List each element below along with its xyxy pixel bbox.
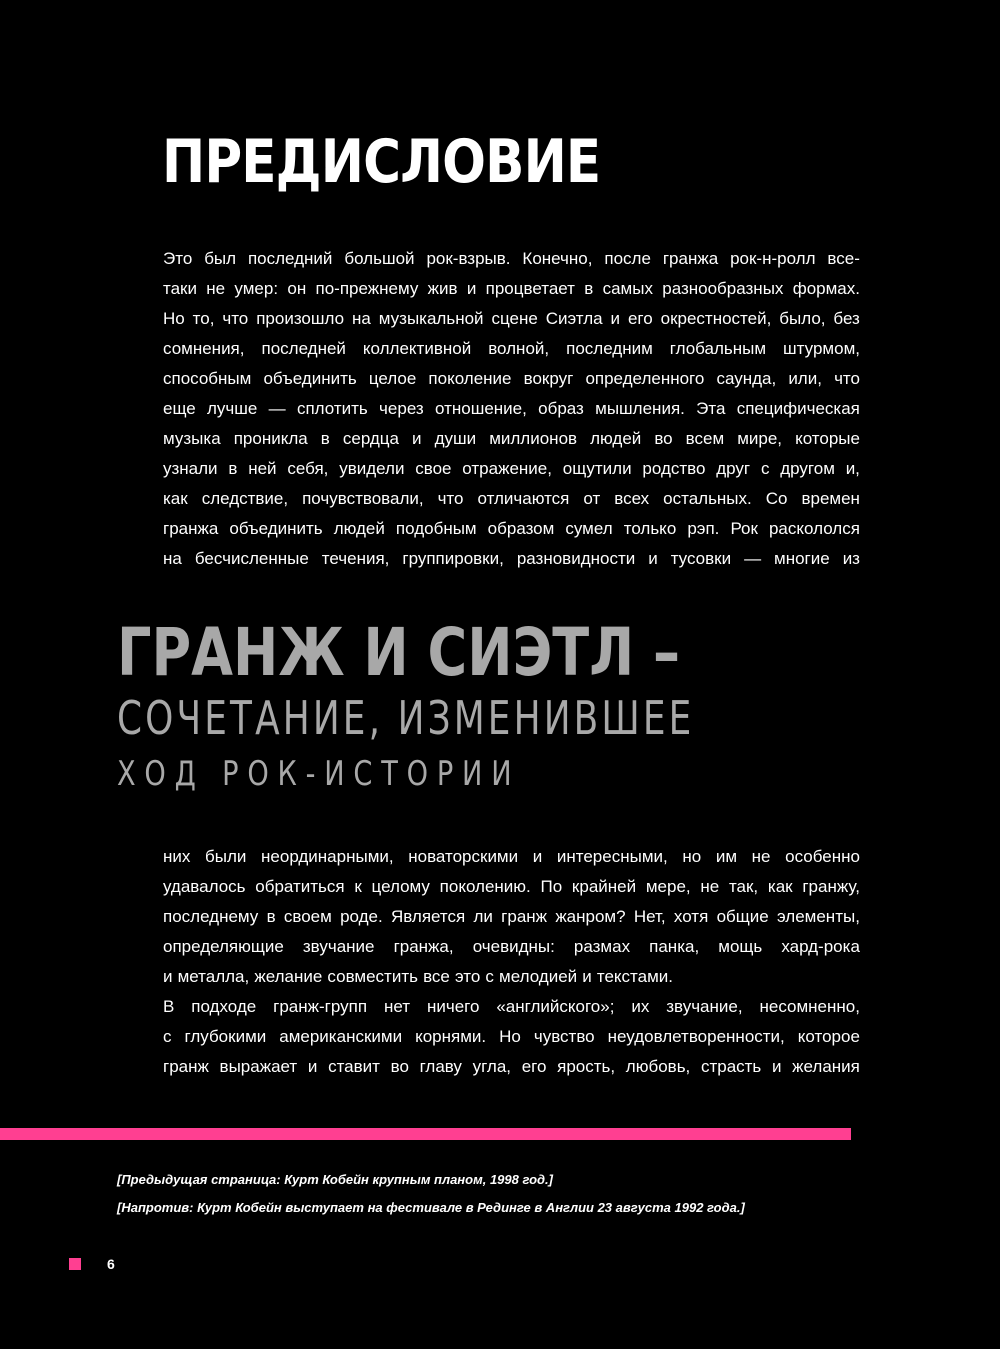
text-line: узнали в ней себя, увидели свое отражение, ощутили родство друг с другом и, [163, 459, 860, 478]
text-line: Это был последний большой рок-взрыв. Конечно, после гранжа рок-н-ролл все- [163, 249, 860, 268]
text-line: как следствие, почувствовали, что отличаются от всех остальных. Со времен [163, 489, 860, 508]
pull-quote-line-3: ХОД РОК-ИСТОРИИ [117, 754, 521, 794]
page-title: ПРЕДИСЛОВИЕ [162, 127, 601, 197]
text-line: удавалось обратиться к целому поколению. По крайней мере, не так, как гранжу, [163, 877, 860, 896]
text-line: музыка проникла в сердца и души миллионов людей во всем мире, которые [163, 429, 860, 448]
text-line: гранжа объединить людей подобным образом сумел только рэп. Рок раскололся [163, 519, 860, 538]
text-line: таки не умер: он по-прежнему жив и процветает в самых разнообразных формах. [163, 279, 860, 298]
caption-previous-page: [Предыдущая страница: Курт Кобейн крупным планом, 1998 год.] [117, 1172, 554, 1187]
text-line: последнему в своем роде. Является ли гранж жанром? Нет, хотя общие элементы, [163, 907, 860, 926]
pull-quote-line-1: ГРАНЖ И СИЭТЛ – [117, 614, 681, 691]
text-line: на бесчисленные течения, группировки, разновидности и тусовки — многие из [163, 549, 860, 568]
text-line: с глубокими американскими корнями. Но чувство неудовлетворенности, которое [163, 1027, 860, 1046]
page-marker-square [69, 1258, 81, 1270]
text-line: и металла, желание совместить все это с мелодией и текстами. [163, 967, 673, 986]
text-line: еще лучше — сплотить через отношение, образ мышления. Эта специфическая [163, 399, 860, 418]
paragraph-third [163, 992, 860, 1082]
pull-quote [117, 612, 857, 796]
text-line: В подходе гранж-групп нет ничего «английского»; их звучание, несомненно, [163, 997, 860, 1016]
text-line: них были неординарными, новаторскими и интересными, но им не особенно [163, 847, 860, 866]
accent-divider [0, 1128, 851, 1140]
text-line: определяющие звучание гранжа, очевидны: размах панка, мощь хард-рока [163, 937, 860, 956]
caption-opposite-page: [Напротив: Курт Кобейн выступает на фестивале в Рединге в Англии 23 августа 1992 года.] [117, 1200, 745, 1215]
text-line: сомнения, последней коллективной волной, последним глобальным штурмом, [163, 339, 860, 358]
text-line: Но то, что произошло на музыкальной сцене Сиэтла и его окрестностей, было, без [163, 309, 860, 328]
paragraph-continued [163, 842, 860, 992]
paragraph-intro [163, 244, 860, 574]
page-number: 6 [107, 1256, 115, 1272]
photo-captions [117, 1166, 745, 1222]
text-line: способным объединить целое поколение вокруг определенного саунда, или, что [163, 369, 860, 388]
text-line: гранж выражает и ставит во главу угла, его ярость, любовь, страсть и желания [163, 1057, 860, 1076]
pull-quote-line-2: СОЧЕТАНИЕ, ИЗМЕНИВШЕЕ [117, 691, 695, 745]
